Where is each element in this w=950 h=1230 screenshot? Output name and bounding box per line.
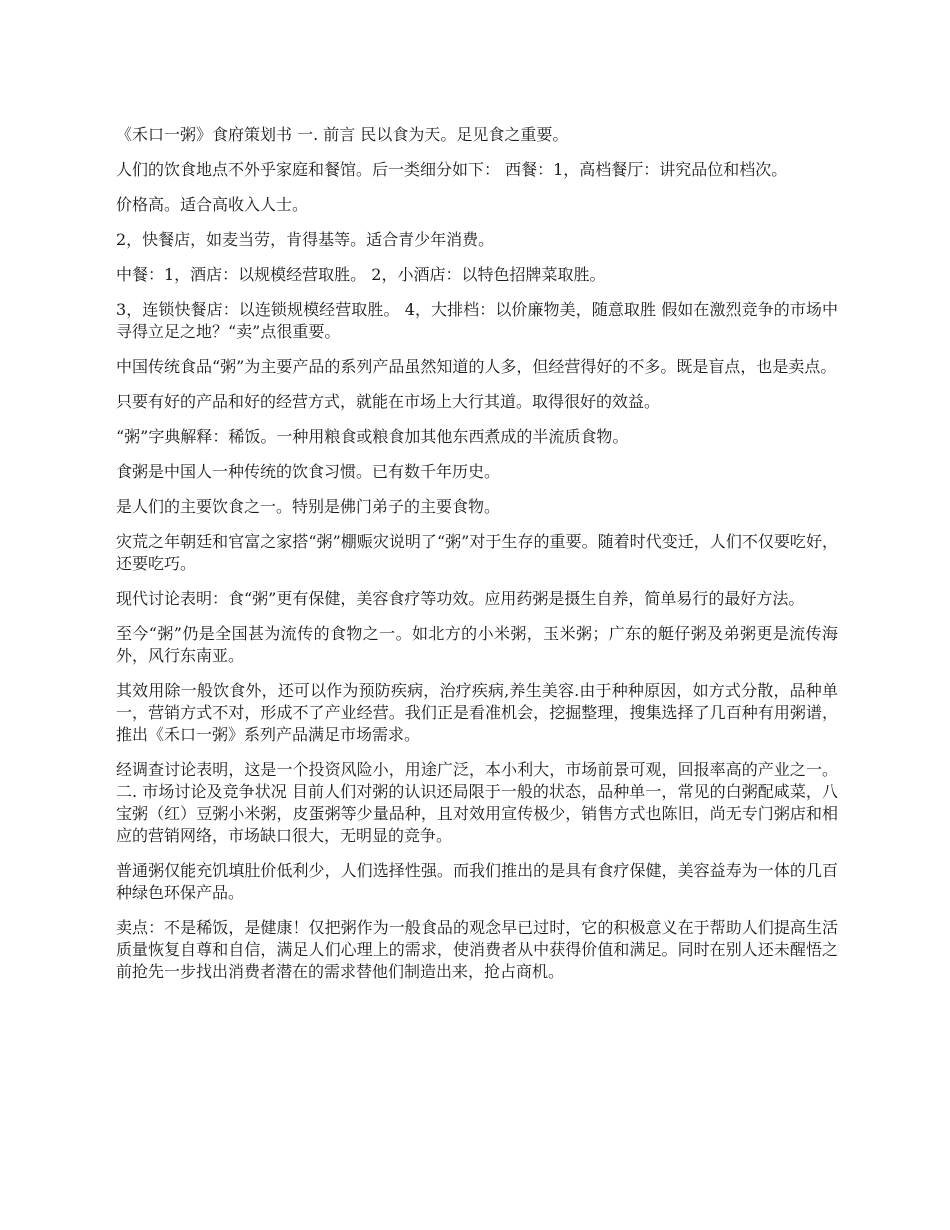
paragraph: 中国传统食品“粥”为主要产品的系列产品虽然知道的人多，但经营得好的不多。既是盲点，也是卖点。 bbox=[116, 357, 837, 376]
paragraph: 至今“粥”仍是全国甚为流传的食物之一。如北方的小米粥，玉米粥；广东的艇仔粥及弟粥更是流传海外，风行东南亚。 bbox=[116, 624, 838, 665]
paragraph: 其效用除一般饮食外，还可以作为预防疾病，治疗疾病,养生美容.由于种种原因，如方式分散，品种单一，营销方式不对，形成不了产业经营。我们正是看准机会，挖掘整理，搜集选择了几百种有用粥谱，推出《禾口一粥》系列产品满足市场需求。 bbox=[116, 681, 838, 744]
paragraph: 只要有好的产品和好的经营方式，就能在市场上大行其道。取得很好的效益。 bbox=[116, 392, 661, 411]
paragraph: 普通粥仅能充饥填肚价低利少，人们选择性强。而我们推出的是具有食疗保健，美容益寿为一体的几百种绿色环保产品。 bbox=[116, 861, 838, 902]
paragraph: “粥”字典解释：稀饭。一种用粮食或粮食加其他东西煮成的半流质食物。 bbox=[116, 427, 629, 446]
document-body bbox=[116, 124, 838, 996]
paragraph: 人们的饮食地点不外乎家庭和餐馆。后一类细分如下： 西餐：1，高档餐厅：讲究品位和档次。 bbox=[116, 160, 788, 179]
paragraph: 价格高。适合高收入人士。 bbox=[116, 195, 309, 214]
paragraph: 中餐：1，酒店：以规模经营取胜。 2，小酒店：以特色招牌菜取胜。 bbox=[116, 265, 606, 284]
paragraph: 3，连锁快餐店：以连锁规模经营取胜。 4，大排档：以价廉物美，随意取胜 假如在激烈竞争的市场中寻得立足之地？“卖”点很重要。 bbox=[116, 300, 838, 341]
paragraph: 经调查讨论表明，这是一个投资风险小，用途广泛，本小利大，市场前景可观，回报率高的产业之一。 二. 市场讨论及竞争状况 目前人们对粥的认识还局限于一般的状态，品种单一，常见的白粥配咸菜，八宝粥（红）豆粥小米粥，皮蛋粥等少量品种，且对效用宣传极少，销售方式也陈旧，尚无专门粥店和相应的营销网络，市场缺口很大，无明显的竞争。 bbox=[116, 760, 838, 845]
paragraph: 灾荒之年朝廷和官富之家搭“粥”棚赈灾说明了“粥”对于生存的重要。随着时代变迁，人们不仅要吃好，还要吃巧。 bbox=[116, 532, 838, 573]
paragraph-title: 《禾口一粥》食府策划书 一. 前言 民以食为天。足见食之重要。 bbox=[116, 125, 569, 144]
paragraph: 卖点：不是稀饭，是健康！仅把粥作为一般食品的观念早已过时，它的积极意义在于帮助人们提高生活质量恢复自尊和自信，满足人们心理上的需求，使消费者从中获得价值和满足。同时在别人还未醒悟之前抢先一步找出消费者潜在的需求替他们制造出来，抢占商机。 bbox=[116, 918, 838, 981]
paragraph: 2，快餐店，如麦当劳，肯得基等。适合青少年消费。 bbox=[116, 230, 495, 249]
paragraph: 是人们的主要饮食之一。特别是佛门弟子的主要食物。 bbox=[116, 497, 501, 516]
paragraph: 食粥是中国人一种传统的饮食习惯。已有数千年历史。 bbox=[116, 462, 501, 481]
paragraph: 现代讨论表明：食“粥”更有保健，美容食疗等功效。应用药粥是摄生自养，简单易行的最好方法。 bbox=[116, 589, 805, 608]
